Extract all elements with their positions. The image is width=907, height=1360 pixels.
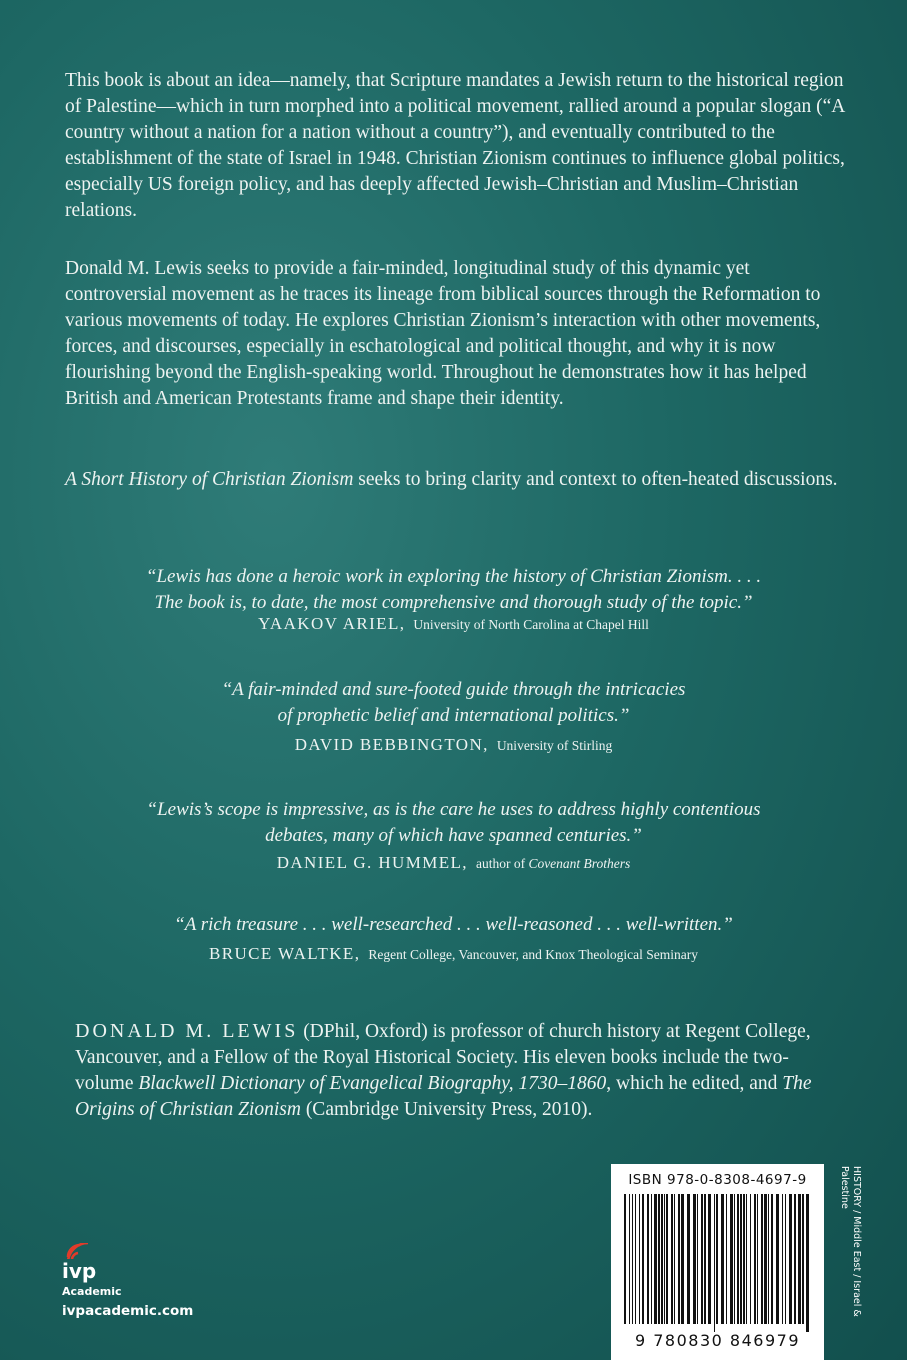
- barcode-bar: [789, 1194, 792, 1324]
- endorsement-text-line: “Lewis’s scope is impressive, as is the care he uses to address highly contentious: [146, 799, 761, 820]
- author-bio-text: (Cambridge University Press, 2010).: [300, 1099, 593, 1120]
- endorsement-ariel: [0, 564, 907, 637]
- barcode-bar: [754, 1194, 756, 1324]
- barcode-bar: [726, 1194, 727, 1324]
- endorsement-bebbington: [0, 677, 907, 758]
- endorser-name: BRUCE WALTKE,: [208, 944, 361, 963]
- endorsement-text-line: of prophetic belief and international politics.”: [277, 705, 630, 726]
- barcode-bar: [639, 1194, 640, 1324]
- barcode-bar: [647, 1194, 649, 1324]
- barcode-bar: [740, 1194, 742, 1324]
- author-name: DONALD M. LEWIS: [75, 1020, 299, 1042]
- barcode-bar: [743, 1194, 745, 1324]
- endorsement-text-line: The book is, to date, the most comprehensive and thorough study of the topic.”: [154, 592, 753, 613]
- logo-wordmark: ivp: [62, 1259, 97, 1283]
- barcode-bar: [697, 1194, 698, 1324]
- barcode-bar: [671, 1194, 673, 1324]
- barcode-bar: [651, 1194, 652, 1324]
- barcode-bar: [716, 1194, 718, 1324]
- barcode-bar: [714, 1194, 715, 1332]
- endorser-book-title: Covenant Brothers: [528, 856, 631, 871]
- endorsement-hummel: [0, 797, 907, 876]
- barcode-bar: [771, 1194, 773, 1324]
- description-paragraph-3: [65, 467, 845, 493]
- barcode-bar: [730, 1194, 733, 1324]
- isbn-barcode: [611, 1164, 824, 1360]
- barcode-bar: [794, 1194, 796, 1324]
- bio-book-title: The Origins of Christian Zionism: [75, 1073, 812, 1120]
- barcode-bar: [678, 1194, 680, 1324]
- barcode-bar: [664, 1194, 665, 1324]
- barcode-bar: [632, 1194, 633, 1324]
- barcode-bar: [776, 1194, 779, 1324]
- endorser-affiliation-prefix: author of: [475, 856, 529, 871]
- barcode-bar: [802, 1194, 804, 1324]
- book-title: A Short History of Christian Zionism: [65, 469, 354, 490]
- barcode-bar: [721, 1194, 724, 1324]
- barcode-bar: [734, 1194, 735, 1324]
- bisac-category: HISTORY / Middle East / Israel & Palestine: [839, 1166, 862, 1317]
- signal-arcs-icon: [66, 1243, 100, 1259]
- endorser-affiliation: Regent College, Vancouver, and Knox Theological Seminary: [368, 947, 699, 962]
- barcode-bar: [757, 1194, 758, 1324]
- author-bio-text: (DPhil, Oxford) is professor of church history at Regent College, Vancouver, and a Fellow of the Royal Historical Society. His eleven books include the two-volume: [75, 1021, 811, 1094]
- author-bio: [75, 1018, 845, 1123]
- barcode-bar: [642, 1194, 644, 1324]
- description-paragraph-3-text: seeks to bring clarity and context to often-heated discussions.: [353, 469, 838, 490]
- endorser-name: DAVID BEBBINGTON,: [294, 735, 489, 754]
- publisher-website: ivpacademic.com: [62, 1303, 194, 1319]
- endorsement-text-line: “Lewis has done a heroic work in exploring the history of Christian Zionism. . . .: [145, 566, 762, 587]
- isbn-label: ISBN 978-0-8308-4697-9: [628, 1172, 807, 1188]
- barcode-bar: [764, 1194, 767, 1324]
- barcode-bar: [624, 1194, 626, 1324]
- endorser-affiliation: University of North Carolina at Chapel Hill: [413, 617, 649, 632]
- barcode-bar: [761, 1194, 763, 1324]
- barcode-bar: [687, 1194, 690, 1324]
- barcode-bar: [654, 1194, 657, 1324]
- barcode-bar: [750, 1194, 751, 1324]
- barcode-bar: [674, 1194, 675, 1324]
- barcode-bar: [704, 1194, 706, 1324]
- endorsement-text-line: “A fair-minded and sure-footed guide through the intricacies: [221, 679, 686, 700]
- barcode-bar: [661, 1194, 663, 1324]
- endorser-name: DANIEL G. HUMMEL,: [276, 853, 468, 872]
- endorsement-text-line: debates, many of which have spanned centuries.”: [265, 825, 642, 846]
- barcode-bar: [658, 1194, 660, 1324]
- endorser-name: YAAKOV ARIEL,: [258, 614, 406, 633]
- bio-book-title: Blackwell Dictionary of Evangelical Biography, 1730–1860: [138, 1073, 607, 1094]
- barcode-bar: [635, 1194, 636, 1324]
- barcode-bar: [768, 1194, 769, 1324]
- barcode-bar: [693, 1194, 696, 1324]
- endorsement-attribution: [0, 612, 907, 637]
- endorsement-text-line: “A rich treasure . . . well-researched . . . well-reasoned . . . well-written.”: [174, 914, 733, 935]
- description-paragraph-2: Donald M. Lewis seeks to provide a fair-minded, longitudinal study of this dynamic yet controversial movement as he traces its lineage from biblical sources through the Reformation to various movements of today. He explores Christian Zionism’s interaction with other movements, forces, and discourses, especially in eschatological and political thought, and why it is now flourishing beyond the English-speaking world. Throughout he demonstrates how it has helped British and American Protestants frame and shape their identity.: [65, 258, 821, 409]
- logo-subtitle: Academic: [62, 1285, 122, 1298]
- barcode-bar: [629, 1194, 630, 1324]
- ean-digits: 9 780830 846979: [634, 1331, 800, 1350]
- barcode-bar: [806, 1194, 809, 1332]
- barcode-bar: [737, 1194, 739, 1324]
- author-bio-text: , which he edited, and: [606, 1073, 783, 1094]
- barcode-bar: [708, 1194, 711, 1324]
- barcode-bar: [782, 1194, 783, 1324]
- barcode-bar: [798, 1194, 801, 1324]
- barcode-bar: [681, 1194, 684, 1324]
- endorsement-attribution: [0, 733, 907, 758]
- barcode-bars: [622, 1194, 813, 1332]
- endorser-affiliation: University of Stirling: [496, 738, 613, 753]
- endorsement-attribution: [0, 851, 907, 876]
- barcode-bar: [746, 1194, 747, 1324]
- endorsement-attribution: [0, 942, 907, 967]
- barcode-bar: [785, 1194, 786, 1324]
- barcode-bar: [666, 1194, 668, 1324]
- endorsement-waltke: [0, 912, 907, 967]
- barcode-bar: [701, 1194, 703, 1324]
- description-paragraph-1: This book is about an idea—namely, that Scripture mandates a Jewish return to the historical region of Palestine—which in turn morphed into a political movement, rallied around a popular slogan (“A country without a nation for a nation without a country”), and eventually contributed to the establishment of the state of Israel in 1948. Christian Zionism continues to influence global politics, especially US foreign policy, and has deeply affected Jewish–Christian and Muslim–Christian relations.: [65, 70, 845, 221]
